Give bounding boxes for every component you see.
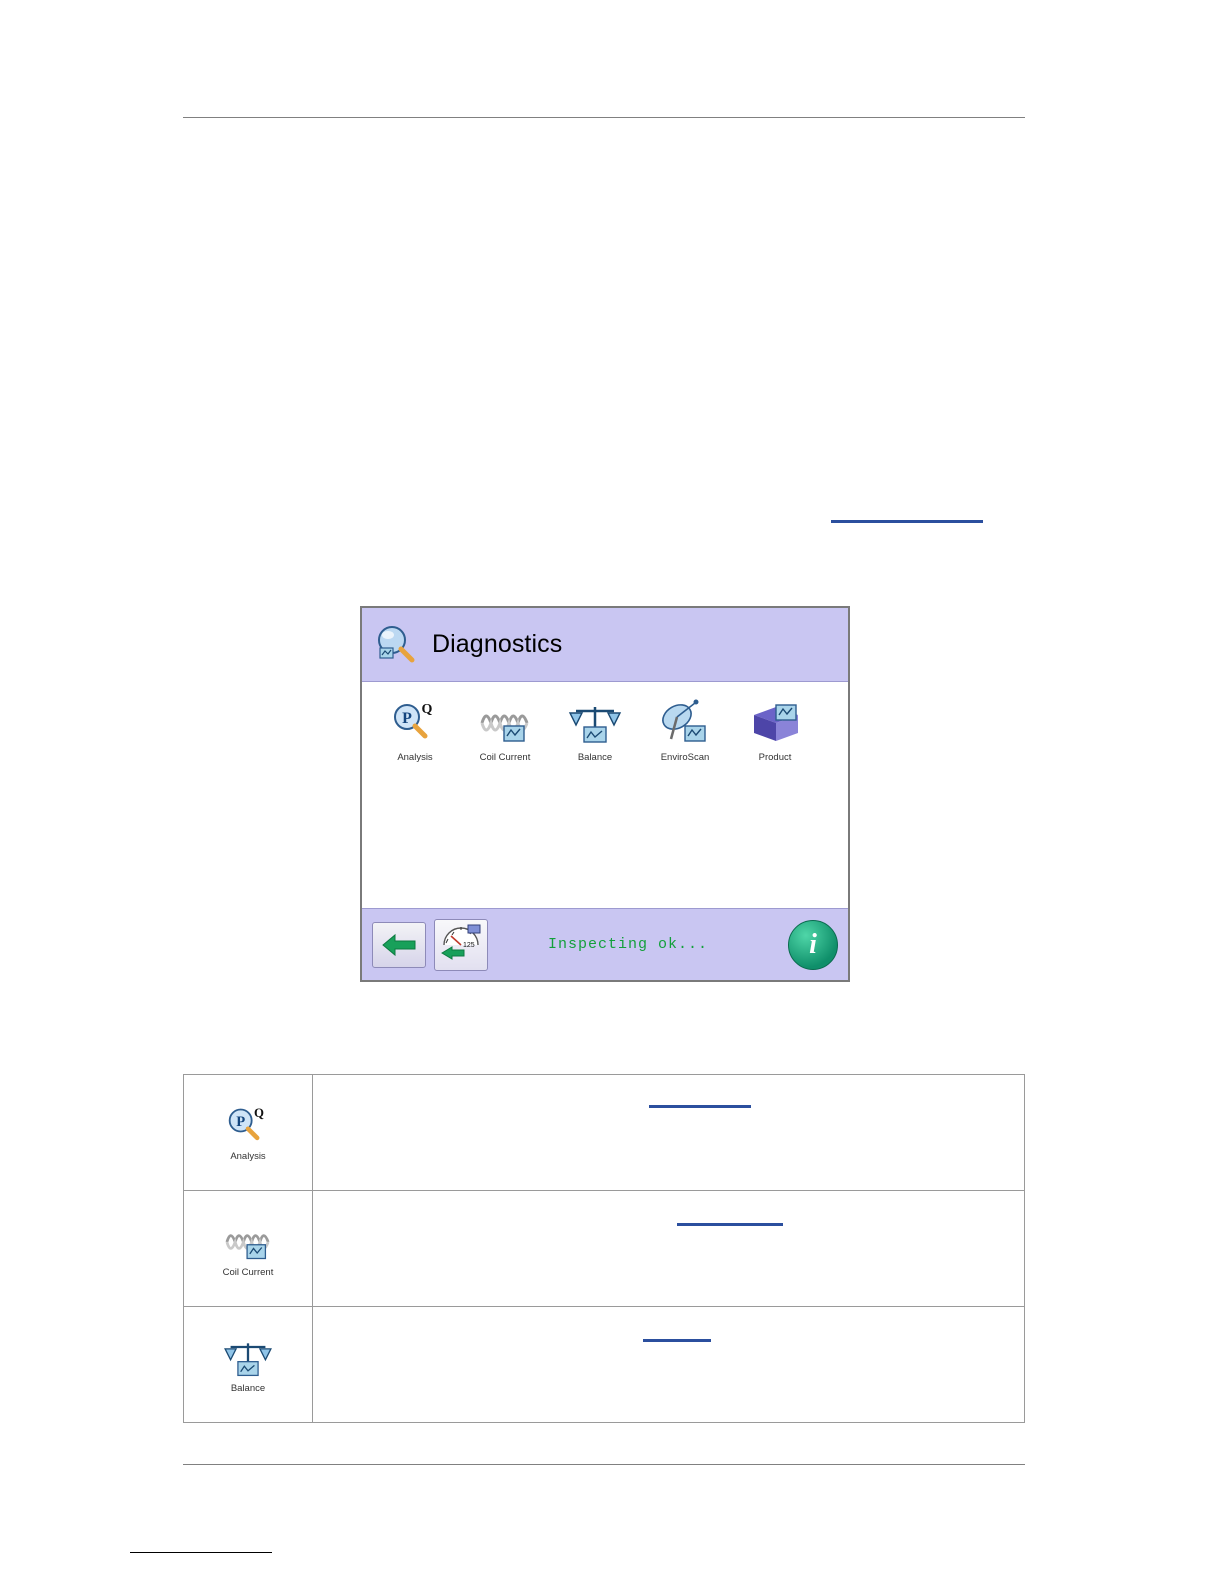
diagnostics-item-analysis[interactable] [384, 698, 446, 763]
screen-footer [362, 908, 848, 980]
device-screenshot [360, 606, 850, 982]
enviroscan-icon [654, 698, 716, 748]
diagnostics-item-label: Coil Current [479, 752, 531, 763]
table-icon-balance [184, 1307, 313, 1423]
icon-description-table [183, 1074, 1025, 1423]
table-text-cell [313, 1075, 1025, 1191]
table-icon-label: Balance [230, 1382, 266, 1394]
product-icon [744, 698, 806, 748]
diagnostics-item-label: EnviroScan [660, 752, 710, 763]
table-icon-label: Coil Current [222, 1266, 274, 1278]
diagnostics-item-label: Analysis [397, 752, 433, 763]
diagnostics-item-enviroscan[interactable] [654, 698, 716, 763]
table-icon-analysis [184, 1075, 313, 1191]
table-icon-label: Analysis [230, 1150, 266, 1162]
table-icon-coil-current [184, 1191, 313, 1307]
table-row [184, 1307, 1025, 1423]
svg-text:125: 125 [463, 941, 475, 949]
balance-icon [184, 1336, 312, 1380]
table-hyperlink[interactable] [677, 1223, 783, 1226]
header-rule [183, 117, 1025, 118]
table-hyperlink[interactable] [643, 1339, 711, 1342]
screen-body [362, 682, 848, 909]
info-icon: i [809, 928, 817, 960]
svg-text:P: P [236, 1113, 246, 1130]
diagnostics-item-label: Product [758, 752, 792, 763]
table-row [184, 1075, 1025, 1191]
diagnostics-item-coil-current[interactable] [474, 698, 536, 763]
left-arrow-icon [381, 932, 417, 958]
coil-current-icon [474, 698, 536, 748]
body-hyperlink[interactable] [831, 520, 983, 523]
status-message: Inspecting ok... [547, 936, 709, 953]
coil-current-icon [184, 1220, 312, 1264]
footer-rule [183, 1464, 1025, 1465]
balance-icon [564, 698, 626, 748]
info-button[interactable] [788, 920, 838, 970]
diagnostics-icon-grid [362, 682, 848, 763]
analysis-icon [384, 698, 446, 748]
page-title: Diagnostics [432, 630, 563, 658]
back-button[interactable] [372, 922, 426, 968]
svg-text:Q: Q [421, 702, 433, 717]
analysis-icon [184, 1104, 312, 1148]
table-text-cell [313, 1191, 1025, 1307]
footnote-separator [130, 1552, 272, 1553]
table-text-cell [313, 1307, 1025, 1423]
magnifier-icon [372, 622, 418, 668]
meter-back-button[interactable] [434, 919, 488, 971]
diagnostics-item-balance[interactable] [564, 698, 626, 763]
table-row [184, 1191, 1025, 1307]
svg-text:Q: Q [254, 1105, 264, 1120]
svg-text:P: P [402, 710, 412, 727]
table-hyperlink[interactable] [649, 1105, 751, 1108]
diagnostics-item-label: Balance [577, 752, 613, 763]
gauge-icon [438, 923, 484, 967]
diagnostics-item-product[interactable] [744, 698, 806, 763]
screen-header [362, 608, 848, 682]
